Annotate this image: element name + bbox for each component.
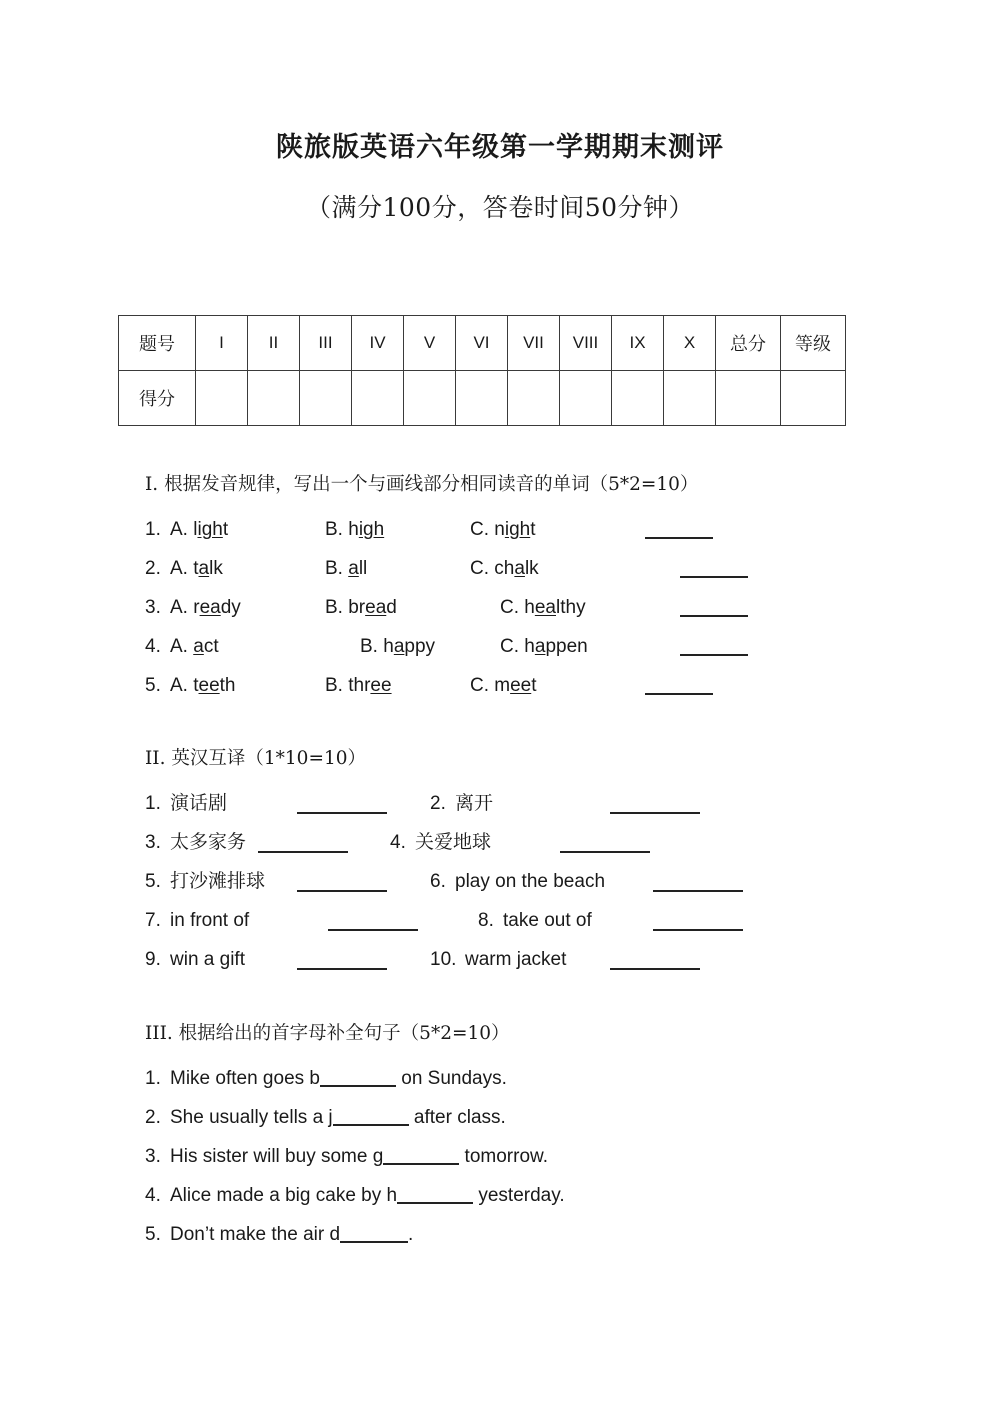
table-cell-column-1: I — [196, 316, 248, 371]
section-2-row-2 — [145, 823, 945, 862]
item-text: 太多家务 — [170, 831, 247, 854]
section-2-heading: II. 英汉互译（1*10=10） — [145, 748, 366, 769]
option-a: A. teeth — [170, 675, 236, 697]
section-1-item-5 — [145, 666, 945, 705]
score-cell-total[interactable] — [716, 371, 781, 426]
option-b: B. high — [325, 519, 385, 541]
item-number: 4. — [145, 1185, 161, 1207]
score-cell-4[interactable] — [352, 371, 404, 426]
item-text: 关爱地球 — [415, 831, 492, 854]
table-row-scores — [119, 371, 846, 426]
section-3-item-5 — [145, 1215, 945, 1254]
section-2-row-3 — [145, 862, 945, 901]
sentence: His sister will buy some g tomorrow. — [170, 1146, 548, 1168]
item-text: win a gift — [170, 949, 245, 971]
section-1-item-3 — [145, 588, 945, 627]
item-number: 7. — [145, 910, 161, 932]
item-number: 2. — [145, 558, 161, 580]
item-number: 2. — [430, 793, 446, 815]
item-text: 演话剧 — [170, 792, 228, 815]
page-subtitle: （满分100分，答卷时间50分钟） — [305, 193, 695, 223]
answer-blank[interactable] — [258, 851, 348, 853]
item-number: 1. — [145, 519, 161, 541]
inline-answer-blank[interactable] — [340, 1241, 408, 1243]
section-2 — [145, 748, 945, 979]
row-label-score: 得分 — [119, 371, 196, 426]
section-3 — [145, 1023, 945, 1254]
item-text: 打沙滩排球 — [170, 870, 266, 893]
item-number: 5. — [145, 675, 161, 697]
option-c: C. meet — [470, 675, 537, 697]
section-3-item-2 — [145, 1098, 945, 1137]
section-3-item-4 — [145, 1176, 945, 1215]
section-2-row-4 — [145, 901, 945, 940]
table-cell-column-6: VI — [456, 316, 508, 371]
answer-blank[interactable] — [328, 929, 418, 931]
item-number: 5. — [145, 1224, 161, 1246]
section-1-item-2 — [145, 549, 945, 588]
option-b: B. three — [325, 675, 392, 697]
answer-blank[interactable] — [297, 890, 387, 892]
section-1-heading: I. 根据发音规律，写出一个与画线部分相同读音的单词（5*2=10） — [145, 474, 699, 495]
table-row-question-numbers — [119, 316, 846, 371]
score-cell-5[interactable] — [404, 371, 456, 426]
item-number: 3. — [145, 1146, 161, 1168]
answer-blank[interactable] — [645, 693, 713, 695]
sentence: Mike often goes b on Sundays. — [170, 1068, 507, 1090]
answer-blank[interactable] — [645, 537, 713, 539]
item-number: 1. — [145, 1068, 161, 1090]
section-2-row-1 — [145, 784, 945, 823]
table-cell-total: 总分 — [716, 316, 781, 371]
item-number: 8. — [478, 910, 494, 932]
item-text: 离开 — [455, 792, 494, 815]
option-b: B. all — [325, 558, 368, 580]
item-number: 6. — [430, 871, 446, 893]
section-3-item-3 — [145, 1137, 945, 1176]
item-number: 9. — [145, 949, 161, 971]
section-3-heading: III. 根据给出的首字母补全句子（5*2=10） — [145, 1023, 510, 1044]
sentence: Alice made a big cake by h yesterday. — [170, 1185, 565, 1207]
option-c: C. chalk — [470, 558, 539, 580]
table-cell-column-7: VII — [508, 316, 560, 371]
item-number: 1. — [145, 793, 161, 815]
answer-blank[interactable] — [653, 929, 743, 931]
item-text: warm jacket — [465, 949, 567, 971]
answer-blank[interactable] — [653, 890, 743, 892]
score-cell-2[interactable] — [248, 371, 300, 426]
item-number: 3. — [145, 597, 161, 619]
item-number: 4. — [390, 832, 406, 854]
section-1-item-1 — [145, 510, 945, 549]
table-cell-column-3: III — [300, 316, 352, 371]
inline-answer-blank[interactable] — [320, 1085, 396, 1087]
title-block — [0, 132, 1000, 224]
section-2-row-5 — [145, 940, 945, 979]
inline-answer-blank[interactable] — [383, 1163, 459, 1165]
table-cell-column-5: V — [404, 316, 456, 371]
answer-blank[interactable] — [680, 615, 748, 617]
item-text: take out of — [503, 910, 592, 932]
answer-blank[interactable] — [610, 812, 700, 814]
answer-blank[interactable] — [297, 968, 387, 970]
item-number: 10. — [430, 949, 457, 971]
row-label-question-number: 题号 — [119, 316, 196, 371]
option-c: C. healthy — [500, 597, 586, 619]
score-cell-1[interactable] — [196, 371, 248, 426]
score-table — [118, 315, 846, 426]
score-cell-6[interactable] — [456, 371, 508, 426]
item-number: 2. — [145, 1107, 161, 1129]
sentence: Don’t make the air d . — [170, 1224, 414, 1246]
score-cell-grade[interactable] — [781, 371, 846, 426]
inline-answer-blank[interactable] — [333, 1124, 409, 1126]
item-number: 5. — [145, 871, 161, 893]
section-1 — [145, 474, 945, 705]
section-1-item-4 — [145, 627, 945, 666]
score-cell-10[interactable] — [664, 371, 716, 426]
section-3-item-1 — [145, 1059, 945, 1098]
inline-answer-blank[interactable] — [397, 1202, 473, 1204]
option-a: A. ready — [170, 597, 241, 619]
option-b: B. bread — [325, 597, 397, 619]
score-cell-7[interactable] — [508, 371, 560, 426]
option-a: A. talk — [170, 558, 223, 580]
item-text: in front of — [170, 910, 250, 932]
table-cell-column-9: IX — [612, 316, 664, 371]
option-c: C. night — [470, 519, 536, 541]
page-title: 陕旅版英语六年级第一学期期末测评 — [276, 132, 724, 163]
answer-blank[interactable] — [610, 968, 700, 970]
answer-blank[interactable] — [680, 576, 748, 578]
option-a: A. act — [170, 636, 219, 658]
item-text: play on the beach — [455, 871, 606, 893]
answer-blank[interactable] — [297, 812, 387, 814]
option-c: C. happen — [500, 636, 588, 658]
score-cell-9[interactable] — [612, 371, 664, 426]
sentence: She usually tells a j after class. — [170, 1107, 506, 1129]
table-cell-column-2: II — [248, 316, 300, 371]
score-cell-3[interactable] — [300, 371, 352, 426]
item-number: 3. — [145, 832, 161, 854]
table-cell-grade: 等级 — [781, 316, 846, 371]
table-cell-column-10: X — [664, 316, 716, 371]
item-number: 4. — [145, 636, 161, 658]
score-cell-8[interactable] — [560, 371, 612, 426]
table-cell-column-8: VIII — [560, 316, 612, 371]
answer-blank[interactable] — [560, 851, 650, 853]
option-b: B. happy — [360, 636, 436, 658]
option-a: A. light — [170, 519, 229, 541]
table-cell-column-4: IV — [352, 316, 404, 371]
answer-blank[interactable] — [680, 654, 748, 656]
